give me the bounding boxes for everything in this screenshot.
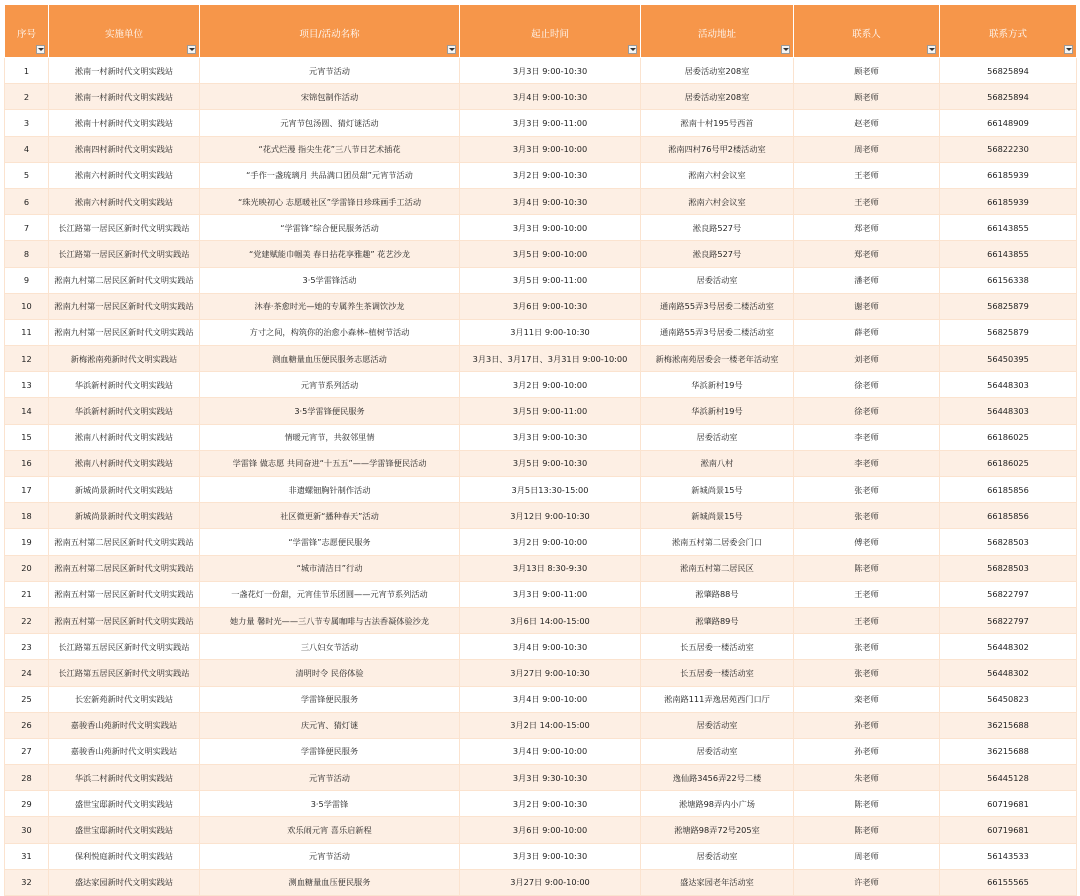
cell-activity[interactable]: 三八妇女节活动 xyxy=(200,634,460,660)
cell-address[interactable]: 居委活动室 xyxy=(641,424,794,450)
cell-time[interactable]: 3月2日 9:00-10:00 xyxy=(460,529,641,555)
cell-address[interactable]: 华浜新村19号 xyxy=(641,398,794,424)
cell-unit[interactable]: 长江路第五居民区新时代文明实践站 xyxy=(49,660,200,686)
cell-time[interactable]: 3月3日 9:00-11:00 xyxy=(460,581,641,607)
cell-activity[interactable]: 元宵节活动 xyxy=(200,58,460,84)
header-label: 项目/活动名称 xyxy=(299,29,360,40)
filter-dropdown-icon[interactable] xyxy=(927,45,936,54)
cell-address[interactable]: 淞良路527号 xyxy=(641,215,794,241)
cell-contact[interactable]: 李老师 xyxy=(794,424,940,450)
cell-contact[interactable]: 张老师 xyxy=(794,634,940,660)
cell-contact[interactable]: 陈老师 xyxy=(794,791,940,817)
cell-unit[interactable]: 华浜新村新时代文明实践站 xyxy=(49,372,200,398)
cell-time[interactable]: 3月13日 8:30-9:30 xyxy=(460,555,641,581)
cell-index[interactable]: 11 xyxy=(5,319,49,345)
header-cell xyxy=(641,5,794,58)
cell-phone[interactable]: 36215688 xyxy=(940,712,1077,738)
table-body xyxy=(5,58,1077,896)
cell-index[interactable]: 2 xyxy=(5,84,49,110)
cell-time[interactable]: 3月3日 9:00-11:00 xyxy=(460,110,641,136)
cell-activity[interactable]: 元宵节活动 xyxy=(200,843,460,869)
cell-address[interactable]: 逸仙路3456弄22号二楼 xyxy=(641,765,794,791)
cell-contact[interactable]: 王老师 xyxy=(794,607,940,633)
table-row xyxy=(5,136,1077,162)
cell-address[interactable]: 居委活动室 xyxy=(641,267,794,293)
cell-phone[interactable]: 56825894 xyxy=(940,58,1077,84)
cell-unit[interactable]: 淞南六村新时代文明实践站 xyxy=(49,188,200,214)
header-label: 联系人 xyxy=(852,29,881,40)
cell-phone[interactable]: 36215688 xyxy=(940,738,1077,764)
filter-dropdown-icon[interactable] xyxy=(187,45,196,54)
table-row xyxy=(5,817,1077,843)
table-row xyxy=(5,634,1077,660)
cell-contact[interactable]: 傅老师 xyxy=(794,529,940,555)
cell-address[interactable]: 淞南五村第二居委会门口 xyxy=(641,529,794,555)
table-row xyxy=(5,791,1077,817)
table-row xyxy=(5,529,1077,555)
cell-address[interactable]: 居委活动室 xyxy=(641,712,794,738)
cell-time[interactable]: 3月12日 9:00-10:30 xyxy=(460,503,641,529)
cell-address[interactable]: 淞南十村195号西首 xyxy=(641,110,794,136)
cell-activity[interactable]: 测血糖量血压便民服务志愿活动 xyxy=(200,346,460,372)
cell-unit[interactable]: 淞南八村新时代文明实践站 xyxy=(49,450,200,476)
cell-index[interactable]: 30 xyxy=(5,817,49,843)
cell-phone[interactable]: 56828503 xyxy=(940,555,1077,581)
cell-phone[interactable]: 66156338 xyxy=(940,267,1077,293)
cell-activity[interactable]: 学雷锋 做志愿 共同奋进“十五五”——学雷锋便民活动 xyxy=(200,450,460,476)
cell-phone[interactable]: 60719681 xyxy=(940,791,1077,817)
cell-unit[interactable]: 淞南六村新时代文明实践站 xyxy=(49,162,200,188)
cell-index[interactable]: 32 xyxy=(5,869,49,895)
cell-contact[interactable]: 王老师 xyxy=(794,162,940,188)
cell-address[interactable]: 淞南六村会议室 xyxy=(641,162,794,188)
cell-address[interactable]: 淞塘路98弄72号205室 xyxy=(641,817,794,843)
cell-phone[interactable]: 56822230 xyxy=(940,136,1077,162)
table-row xyxy=(5,450,1077,476)
cell-activity[interactable]: 情暖元宵节，共叙邻里情 xyxy=(200,424,460,450)
cell-phone[interactable]: 56448302 xyxy=(940,634,1077,660)
cell-activity[interactable]: 学雷锋便民服务 xyxy=(200,738,460,764)
cell-address[interactable]: 新梅淞南苑居委会一楼老年活动室 xyxy=(641,346,794,372)
cell-address[interactable]: 长五居委一楼活动室 xyxy=(641,660,794,686)
cell-index[interactable]: 19 xyxy=(5,529,49,555)
cell-address[interactable]: 淞南五村第二居民区 xyxy=(641,555,794,581)
cell-address[interactable]: 长五居委一楼活动室 xyxy=(641,634,794,660)
cell-time[interactable]: 3月2日 9:00-10:30 xyxy=(460,162,641,188)
cell-contact[interactable]: 徐老师 xyxy=(794,398,940,424)
cell-index[interactable]: 7 xyxy=(5,215,49,241)
table-row xyxy=(5,503,1077,529)
cell-unit[interactable]: 长江路第一居民区新时代文明实践站 xyxy=(49,215,200,241)
cell-activity[interactable]: 学雷锋便民服务 xyxy=(200,686,460,712)
cell-contact[interactable]: 李老师 xyxy=(794,450,940,476)
header-label: 起止时间 xyxy=(530,29,569,40)
cell-time[interactable]: 3月6日 9:00-10:30 xyxy=(460,293,641,319)
table-row xyxy=(5,477,1077,503)
cell-phone[interactable]: 56822797 xyxy=(940,581,1077,607)
cell-contact[interactable]: 张老师 xyxy=(794,477,940,503)
cell-phone[interactable]: 56825879 xyxy=(940,319,1077,345)
cell-address[interactable]: 华浜新村19号 xyxy=(641,372,794,398)
cell-phone[interactable]: 56448303 xyxy=(940,398,1077,424)
header-label: 实施单位 xyxy=(104,29,143,40)
cell-address[interactable]: 居委活动室208室 xyxy=(641,58,794,84)
header-cell xyxy=(200,5,460,58)
cell-unit[interactable]: 长宏新苑新时代文明实践站 xyxy=(49,686,200,712)
cell-unit[interactable]: 嘉骏香山苑新时代文明实践站 xyxy=(49,712,200,738)
cell-address[interactable]: 淞塘路98弄内小广场 xyxy=(641,791,794,817)
cell-time[interactable]: 3月4日 9:00-10:00 xyxy=(460,738,641,764)
table-row xyxy=(5,555,1077,581)
cell-activity[interactable]: 方寸之间，构筑你的治愈小森林–植树节活动 xyxy=(200,319,460,345)
cell-unit[interactable]: 淞南五村第二居民区新时代文明实践站 xyxy=(49,529,200,555)
cell-phone[interactable]: 56143533 xyxy=(940,843,1077,869)
header-row xyxy=(5,5,1077,58)
cell-address[interactable]: 居委活动室 xyxy=(641,843,794,869)
cell-activity[interactable]: “花式烂漫 指尖生花”三八节日艺术插花 xyxy=(200,136,460,162)
cell-index[interactable]: 14 xyxy=(5,398,49,424)
table-row xyxy=(5,293,1077,319)
cell-address[interactable]: 淞肇路88号 xyxy=(641,581,794,607)
cell-unit[interactable]: 华浜新村新时代文明实践站 xyxy=(49,398,200,424)
header-cell xyxy=(49,5,200,58)
cell-phone[interactable]: 56822797 xyxy=(940,607,1077,633)
cell-unit[interactable]: 长江路第五居民区新时代文明实践站 xyxy=(49,634,200,660)
table-row xyxy=(5,869,1077,895)
cell-unit[interactable]: 盛世宝邸新时代文明实践站 xyxy=(49,817,200,843)
cell-unit[interactable]: 盛世宝邸新时代文明实践站 xyxy=(49,791,200,817)
table-row xyxy=(5,581,1077,607)
cell-unit[interactable]: 淞南五村第二居民区新时代文明实践站 xyxy=(49,555,200,581)
cell-contact[interactable]: 许老师 xyxy=(794,869,940,895)
filter-dropdown-icon[interactable] xyxy=(36,45,45,54)
cell-phone[interactable]: 66185939 xyxy=(940,162,1077,188)
cell-contact[interactable]: 薛老师 xyxy=(794,319,940,345)
cell-time[interactable]: 3月3日 9:00-10:30 xyxy=(460,58,641,84)
cell-unit[interactable]: 淞南九村第一居民区新时代文明实践站 xyxy=(49,293,200,319)
cell-address[interactable]: 居委活动室 xyxy=(641,738,794,764)
cell-unit[interactable]: 淞南一村新时代文明实践站 xyxy=(49,84,200,110)
header-label: 联系方式 xyxy=(988,29,1027,40)
header-cell xyxy=(460,5,641,58)
cell-activity[interactable]: 元宵节系列活动 xyxy=(200,372,460,398)
cell-phone[interactable]: 66155565 xyxy=(940,869,1077,895)
cell-time[interactable]: 3月5日13:30-15:00 xyxy=(460,477,641,503)
table-row xyxy=(5,843,1077,869)
cell-index[interactable]: 10 xyxy=(5,293,49,319)
cell-contact[interactable]: 栾老师 xyxy=(794,686,940,712)
cell-activity[interactable]: “学雷锋”综合便民服务活动 xyxy=(200,215,460,241)
cell-time[interactable]: 3月4日 9:00-10:00 xyxy=(460,686,641,712)
filter-dropdown-icon[interactable] xyxy=(628,45,637,54)
cell-contact[interactable]: 朱老师 xyxy=(794,765,940,791)
cell-index[interactable]: 20 xyxy=(5,555,49,581)
cell-activity[interactable]: 她力量 馨时光——三八节专属咖啡与古法香凝体验沙龙 xyxy=(200,607,460,633)
cell-phone[interactable]: 56448302 xyxy=(940,660,1077,686)
table-row xyxy=(5,398,1077,424)
cell-activity[interactable]: 3·5学雷锋 xyxy=(200,791,460,817)
cell-unit[interactable]: 淞南五村第一居民区新时代文明实践站 xyxy=(49,581,200,607)
cell-index[interactable]: 25 xyxy=(5,686,49,712)
cell-time[interactable]: 3月2日 9:00-10:30 xyxy=(460,791,641,817)
cell-index[interactable]: 3 xyxy=(5,110,49,136)
cell-contact[interactable]: 潘老师 xyxy=(794,267,940,293)
cell-activity[interactable]: 社区微更新“播种春天”活动 xyxy=(200,503,460,529)
cell-unit[interactable]: 淞南四村新时代文明实践站 xyxy=(49,136,200,162)
cell-index[interactable]: 1 xyxy=(5,58,49,84)
cell-time[interactable]: 3月2日 14:00-15:00 xyxy=(460,712,641,738)
cell-contact[interactable]: 孙老师 xyxy=(794,712,940,738)
cell-phone[interactable]: 60719681 xyxy=(940,817,1077,843)
cell-time[interactable]: 3月27日 9:00-10:00 xyxy=(460,869,641,895)
cell-contact[interactable]: 周老师 xyxy=(794,843,940,869)
table-row xyxy=(5,712,1077,738)
cell-activity[interactable]: 沐春·茶愈时光—她的专属养生茶调饮沙龙 xyxy=(200,293,460,319)
cell-activity[interactable]: “手作一盏琉璃月 共品满口团员甜”元宵节活动 xyxy=(200,162,460,188)
header-label: 序号 xyxy=(16,29,36,40)
cell-index[interactable]: 21 xyxy=(5,581,49,607)
cell-index[interactable]: 18 xyxy=(5,503,49,529)
cell-activity[interactable]: 庆元宵、猜灯谜 xyxy=(200,712,460,738)
cell-unit[interactable]: 淞南九村第二居民区新时代文明实践站 xyxy=(49,267,200,293)
cell-address[interactable]: 盛达家园老年活动室 xyxy=(641,869,794,895)
cell-activity[interactable]: 非遗螺钿胸针制作活动 xyxy=(200,477,460,503)
cell-address[interactable]: 居委活动室208室 xyxy=(641,84,794,110)
cell-contact[interactable]: 张老师 xyxy=(794,660,940,686)
cell-contact[interactable]: 顾老师 xyxy=(794,58,940,84)
header-cell xyxy=(5,5,49,58)
table-row xyxy=(5,372,1077,398)
cell-time[interactable]: 3月4日 9:00-10:30 xyxy=(460,634,641,660)
cell-time[interactable]: 3月3日 9:00-10:00 xyxy=(460,215,641,241)
cell-address[interactable]: 通南路55弄3号居委二楼活动室 xyxy=(641,319,794,345)
cell-time[interactable]: 3月5日 9:00-10:30 xyxy=(460,450,641,476)
table-row xyxy=(5,110,1077,136)
cell-activity[interactable]: 欢乐闹元宵 喜乐启新程 xyxy=(200,817,460,843)
filter-dropdown-icon[interactable] xyxy=(447,45,456,54)
cell-time[interactable]: 3月6日 9:00-10:00 xyxy=(460,817,641,843)
cell-activity[interactable]: “珠光映初心 志愿暖社区”学雷锋日珍珠画手工活动 xyxy=(200,188,460,214)
cell-address[interactable]: 淞南六村会议室 xyxy=(641,188,794,214)
table-row xyxy=(5,738,1077,764)
cell-index[interactable]: 9 xyxy=(5,267,49,293)
cell-unit[interactable]: 淞南八村新时代文明实践站 xyxy=(49,424,200,450)
cell-contact[interactable]: 郑老师 xyxy=(794,241,940,267)
cell-index[interactable]: 23 xyxy=(5,634,49,660)
cell-time[interactable]: 3月5日 9:00-10:00 xyxy=(460,241,641,267)
cell-contact[interactable]: 周老师 xyxy=(794,136,940,162)
cell-contact[interactable]: 王老师 xyxy=(794,581,940,607)
cell-activity[interactable]: 测血糖量血压便民服务 xyxy=(200,869,460,895)
cell-contact[interactable]: 郑老师 xyxy=(794,215,940,241)
cell-index[interactable]: 31 xyxy=(5,843,49,869)
table-row xyxy=(5,660,1077,686)
table-row xyxy=(5,215,1077,241)
cell-phone[interactable]: 56445128 xyxy=(940,765,1077,791)
cell-index[interactable]: 4 xyxy=(5,136,49,162)
cell-address[interactable]: 新城尚景15号 xyxy=(641,477,794,503)
cell-activity[interactable]: 一盏花灯一份甜，元宵佳节乐团圆——元宵节系列活动 xyxy=(200,581,460,607)
cell-address[interactable]: 通南路55弄3号居委二楼活动室 xyxy=(641,293,794,319)
cell-index[interactable]: 24 xyxy=(5,660,49,686)
table-row xyxy=(5,346,1077,372)
cell-time[interactable]: 3月11日 9:00-10:30 xyxy=(460,319,641,345)
cell-contact[interactable]: 赵老师 xyxy=(794,110,940,136)
table-row xyxy=(5,765,1077,791)
cell-phone[interactable]: 56450395 xyxy=(940,346,1077,372)
cell-unit[interactable]: 淞南五村第一居民区新时代文明实践站 xyxy=(49,607,200,633)
cell-phone[interactable]: 66185856 xyxy=(940,503,1077,529)
cell-time[interactable]: 3月2日 9:00-10:00 xyxy=(460,372,641,398)
cell-contact[interactable]: 孙老师 xyxy=(794,738,940,764)
cell-phone[interactable]: 56450823 xyxy=(940,686,1077,712)
cell-contact[interactable]: 徐老师 xyxy=(794,372,940,398)
cell-time[interactable]: 3月3日 9:00-10:30 xyxy=(460,424,641,450)
cell-phone[interactable]: 66185856 xyxy=(940,477,1077,503)
cell-time[interactable]: 3月3日 9:00-10:30 xyxy=(460,843,641,869)
header-cell xyxy=(940,5,1077,58)
cell-address[interactable]: 新城尚景15号 xyxy=(641,503,794,529)
cell-contact[interactable]: 张老师 xyxy=(794,503,940,529)
cell-contact[interactable]: 刘老师 xyxy=(794,346,940,372)
cell-phone[interactable]: 56448303 xyxy=(940,372,1077,398)
cell-activity[interactable]: 清明时令 民俗体验 xyxy=(200,660,460,686)
activity-table xyxy=(4,4,1077,896)
cell-index[interactable]: 27 xyxy=(5,738,49,764)
cell-index[interactable]: 5 xyxy=(5,162,49,188)
cell-index[interactable]: 13 xyxy=(5,372,49,398)
cell-phone[interactable]: 66186025 xyxy=(940,450,1077,476)
cell-activity[interactable]: 宋锦包制作活动 xyxy=(200,84,460,110)
cell-time[interactable]: 3月4日 9:00-10:30 xyxy=(460,84,641,110)
cell-contact[interactable]: 王老师 xyxy=(794,188,940,214)
header-label: 活动地址 xyxy=(697,29,736,40)
cell-activity[interactable]: 3·5学雷锋活动 xyxy=(200,267,460,293)
table-row xyxy=(5,241,1077,267)
cell-time[interactable]: 3月5日 9:00-11:00 xyxy=(460,267,641,293)
cell-address[interactable]: 淞南八村 xyxy=(641,450,794,476)
cell-phone[interactable]: 66143855 xyxy=(940,215,1077,241)
cell-unit[interactable]: 新城尚景新时代文明实践站 xyxy=(49,477,200,503)
cell-phone[interactable]: 56825894 xyxy=(940,84,1077,110)
cell-unit[interactable]: 长江路第一居民区新时代文明实践站 xyxy=(49,241,200,267)
cell-address[interactable]: 淞南四村76号甲2楼活动室 xyxy=(641,136,794,162)
table-row xyxy=(5,84,1077,110)
table-row xyxy=(5,319,1077,345)
table-row xyxy=(5,188,1077,214)
table-row xyxy=(5,686,1077,712)
cell-contact[interactable]: 谢老师 xyxy=(794,293,940,319)
cell-index[interactable]: 22 xyxy=(5,607,49,633)
cell-unit[interactable]: 盛达家园新时代文明实践站 xyxy=(49,869,200,895)
cell-index[interactable]: 12 xyxy=(5,346,49,372)
header-cell xyxy=(794,5,940,58)
cell-activity[interactable]: 3·5学雷锋便民服务 xyxy=(200,398,460,424)
cell-index[interactable]: 29 xyxy=(5,791,49,817)
cell-index[interactable]: 28 xyxy=(5,765,49,791)
cell-phone[interactable]: 66186025 xyxy=(940,424,1077,450)
cell-time[interactable]: 3月3日、3月17日、3月31日 9:00-10:00 xyxy=(460,346,641,372)
cell-contact[interactable]: 陈老师 xyxy=(794,817,940,843)
cell-activity[interactable]: 元宵节活动 xyxy=(200,765,460,791)
cell-index[interactable]: 17 xyxy=(5,477,49,503)
cell-address[interactable]: 淞良路527号 xyxy=(641,241,794,267)
cell-unit[interactable]: 新梅淞南苑新时代文明实践站 xyxy=(49,346,200,372)
table-row xyxy=(5,162,1077,188)
cell-time[interactable]: 3月5日 9:00-11:00 xyxy=(460,398,641,424)
cell-phone[interactable]: 56828503 xyxy=(940,529,1077,555)
cell-address[interactable]: 淞肇路89号 xyxy=(641,607,794,633)
cell-unit[interactable]: 保利悦庭新时代文明实践站 xyxy=(49,843,200,869)
cell-index[interactable]: 6 xyxy=(5,188,49,214)
cell-index[interactable]: 26 xyxy=(5,712,49,738)
filter-dropdown-icon[interactable] xyxy=(781,45,790,54)
cell-phone[interactable]: 66185939 xyxy=(940,188,1077,214)
cell-index[interactable]: 15 xyxy=(5,424,49,450)
cell-activity[interactable]: “城市清洁日”行动 xyxy=(200,555,460,581)
cell-unit[interactable]: 新城尚景新时代文明实践站 xyxy=(49,503,200,529)
table-row xyxy=(5,424,1077,450)
cell-time[interactable]: 3月3日 9:30-10:30 xyxy=(460,765,641,791)
cell-index[interactable]: 8 xyxy=(5,241,49,267)
filter-dropdown-icon[interactable] xyxy=(1064,45,1073,54)
cell-phone[interactable]: 66143855 xyxy=(940,241,1077,267)
cell-time[interactable]: 3月6日 14:00-15:00 xyxy=(460,607,641,633)
cell-unit[interactable]: 华浜二村新时代文明实践站 xyxy=(49,765,200,791)
cell-unit[interactable]: 嘉骏香山苑新时代文明实践站 xyxy=(49,738,200,764)
cell-phone[interactable]: 56825879 xyxy=(940,293,1077,319)
cell-unit[interactable]: 淞南九村第一居民区新时代文明实践站 xyxy=(49,319,200,345)
table-row xyxy=(5,267,1077,293)
cell-time[interactable]: 3月27日 9:00-10:30 xyxy=(460,660,641,686)
cell-phone[interactable]: 66148909 xyxy=(940,110,1077,136)
table-row xyxy=(5,607,1077,633)
cell-contact[interactable]: 陈老师 xyxy=(794,555,940,581)
cell-activity[interactable]: “党建赋能巾帼美 春日拈花享雅趣” 花艺沙龙 xyxy=(200,241,460,267)
cell-activity[interactable]: “学雷锋”志愿便民服务 xyxy=(200,529,460,555)
cell-address[interactable]: 淞南路111弄逸居苑西门口厅 xyxy=(641,686,794,712)
cell-unit[interactable]: 淞南十村新时代文明实践站 xyxy=(49,110,200,136)
cell-time[interactable]: 3月3日 9:00-10:00 xyxy=(460,136,641,162)
table-row xyxy=(5,58,1077,84)
cell-index[interactable]: 16 xyxy=(5,450,49,476)
cell-activity[interactable]: 元宵节包汤圆、猜灯谜活动 xyxy=(200,110,460,136)
cell-contact[interactable]: 顾老师 xyxy=(794,84,940,110)
cell-unit[interactable]: 淞南一村新时代文明实践站 xyxy=(49,58,200,84)
cell-time[interactable]: 3月4日 9:00-10:30 xyxy=(460,188,641,214)
